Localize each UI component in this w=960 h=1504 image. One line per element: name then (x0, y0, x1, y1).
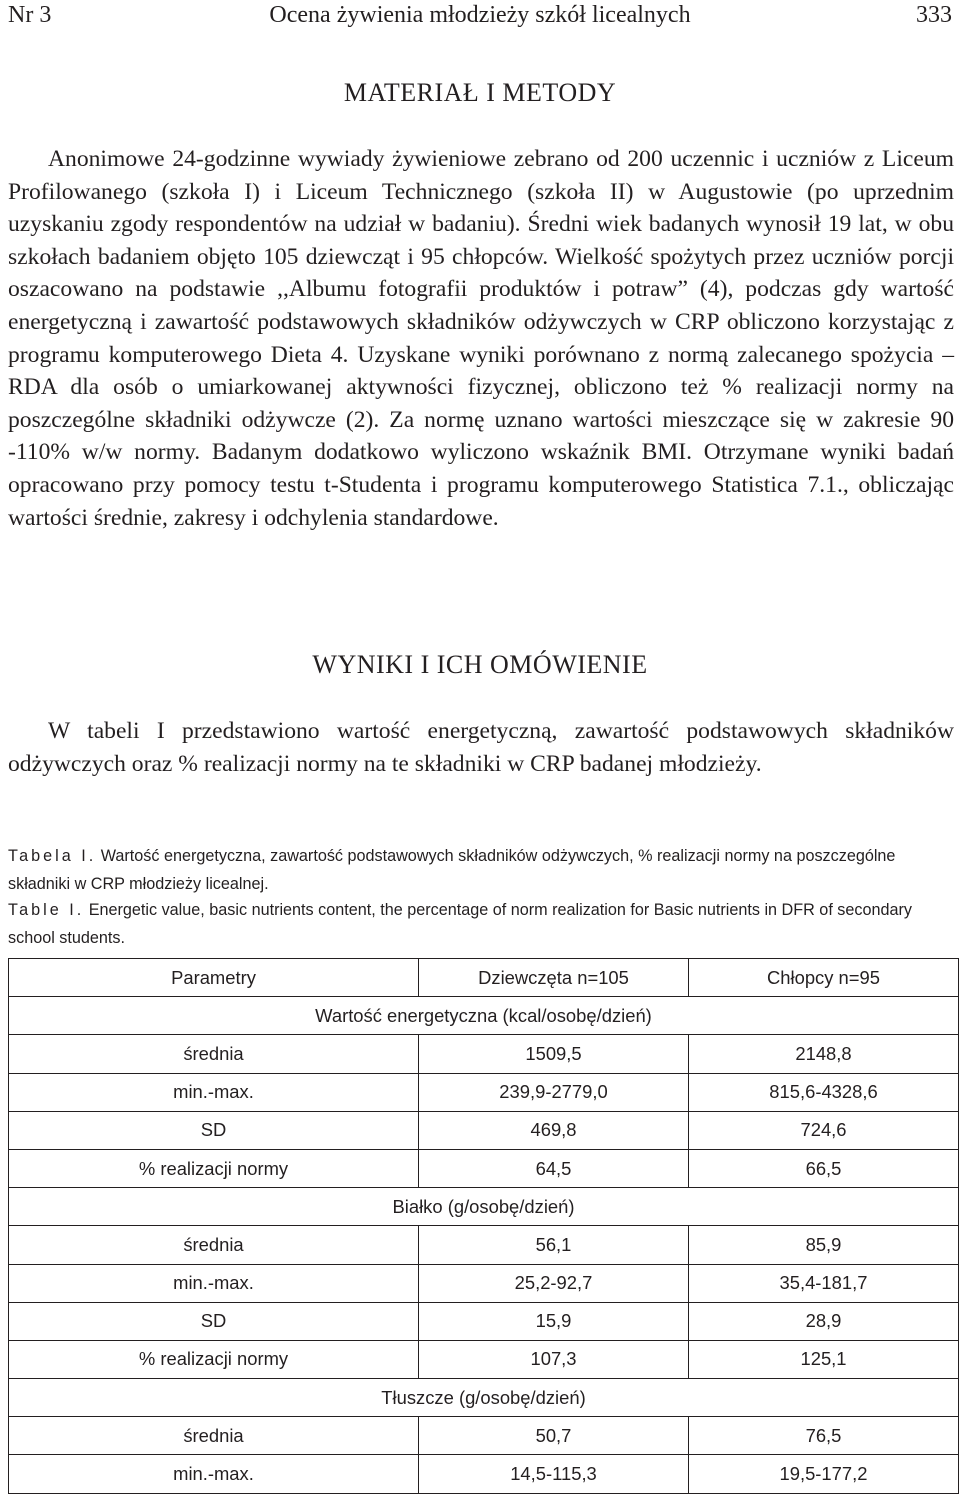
table-caption-pl-lead: Tabela I. (8, 847, 97, 865)
journal-issue: Nr 3 (8, 2, 52, 28)
table-header-row (9, 959, 959, 997)
row-label-cell: min.-max. (9, 1455, 419, 1493)
girls-value-cell: 239,9-2779,0 (419, 1073, 689, 1111)
results-paragraph: W tabeli I przedstawiono wartość energetyczną, zawartość podstawowych składników odżywczych oraz % realizacji normy na te składniki w CRP badanej młodzieży. (8, 718, 954, 777)
row-label-cell: % realizacji normy (9, 1149, 419, 1187)
boys-value-cell: 76,5 (689, 1417, 959, 1455)
running-title: Ocena żywienia młodzieży szkół licealnych (269, 2, 691, 28)
table-group-row (9, 1379, 959, 1417)
header-cell-girls: Dziewczęta n=105 (419, 959, 689, 997)
boys-value-cell: 815,6-4328,6 (689, 1073, 959, 1111)
boys-value-cell: 35,4-181,7 (689, 1264, 959, 1302)
table-row (9, 1340, 959, 1378)
row-label-cell: SD (9, 1302, 419, 1340)
row-label-cell: min.-max. (9, 1264, 419, 1302)
page-number: 333 (916, 2, 952, 28)
methods-paragraph: Anonimowe 24-godzinne wywiady żywieniowe zebrano od 200 uczennic i uczniów z Liceum Profilowanego (szkoła I) i Liceum Technicznego (szkoła II) w Augustowie (po uprzednim uzyskaniu zgody respondentów na udział w badaniu). Średni wiek badanych wynosił 19 lat, w obu szkołach badaniem objęto 105 dziewcząt i 95 chłopców. Wielkość spożytych przez uczniów porcji oszacowano na podstawie ,,Albumu fotografii produktów i potraw” (4), podczas gdy wartość energetyczną i zawartość podstawowych składników odżywczych w CRP obliczono korzystając z programu komputerowego Dieta 4. Uzyskane wyniki porównano z normą zalecanego spożycia – RDA dla osób o umiarkowanej aktywności fizycznej, obliczono też % realizacji normy na poszczególne składniki odżywcze (2). Za normę uznano wartości mieszczące się w zakresie 90 -110% w/w normy. Badanym dodatkowo wyliczono wskaźnik BMI. Otrzymane wyniki badań opracowano przy pomocy testu t-Studenta i programu komputerowego Statistica 7.1., obliczając wartości średnie, zakresy i odchylenia standardowe. (8, 146, 954, 531)
row-label-cell: średnia (9, 1417, 419, 1455)
row-label-cell: min.-max. (9, 1073, 419, 1111)
boys-value-cell: 66,5 (689, 1149, 959, 1187)
table-group-row (9, 1188, 959, 1226)
girls-value-cell: 56,1 (419, 1226, 689, 1264)
girls-value-cell: 15,9 (419, 1302, 689, 1340)
header-cell-boys: Chłopcy n=95 (689, 959, 959, 997)
girls-value-cell: 64,5 (419, 1149, 689, 1187)
running-header (8, 0, 952, 32)
table-caption-en-lead: Table I. (8, 901, 85, 919)
girls-value-cell: 469,8 (419, 1111, 689, 1149)
table-row (9, 1035, 959, 1073)
row-label-cell: średnia (9, 1226, 419, 1264)
group-title-cell: Białko (g/osobę/dzień) (9, 1188, 959, 1226)
group-title-cell: Wartość energetyczna (kcal/osobę/dzień) (9, 997, 959, 1035)
boys-value-cell: 28,9 (689, 1302, 959, 1340)
table-row (9, 1302, 959, 1340)
header-cell-parameters: Parametry (9, 959, 419, 997)
table-caption-pl (8, 842, 954, 898)
table-row (9, 1111, 959, 1149)
table-row (9, 1149, 959, 1187)
row-label-cell: % realizacji normy (9, 1340, 419, 1378)
row-label-cell: średnia (9, 1035, 419, 1073)
table-group-row (9, 997, 959, 1035)
boys-value-cell: 85,9 (689, 1226, 959, 1264)
table-row (9, 1417, 959, 1455)
table-row (9, 1455, 959, 1493)
table-row (9, 1073, 959, 1111)
section-title-results: WYNIKI I ICH OMÓWIENIE (312, 650, 648, 679)
boys-value-cell: 2148,8 (689, 1035, 959, 1073)
girls-value-cell: 25,2-92,7 (419, 1264, 689, 1302)
table-row (9, 1264, 959, 1302)
girls-value-cell: 14,5-115,3 (419, 1455, 689, 1493)
table-row (9, 1226, 959, 1264)
nutrition-table (8, 958, 959, 1494)
group-title-cell: Tłuszcze (g/osobę/dzień) (9, 1379, 959, 1417)
boys-value-cell: 125,1 (689, 1340, 959, 1378)
girls-value-cell: 1509,5 (419, 1035, 689, 1073)
section-title-methods: MATERIAŁ I METODY (343, 78, 617, 107)
table-caption-pl-text: Wartość energetyczna, zawartość podstawowych składników odżywczych, % realizacji normy na poszczególne składniki w CRP młodzieży licealnej. (8, 847, 896, 893)
table-caption-en (8, 896, 954, 952)
boys-value-cell: 19,5-177,2 (689, 1455, 959, 1493)
boys-value-cell: 724,6 (689, 1111, 959, 1149)
table-caption-en-text: Energetic value, basic nutrients content, the percentage of norm realization for Basic nutrients in DFR of secondary school students. (8, 901, 912, 947)
row-label-cell: SD (9, 1111, 419, 1149)
girls-value-cell: 50,7 (419, 1417, 689, 1455)
girls-value-cell: 107,3 (419, 1340, 689, 1378)
